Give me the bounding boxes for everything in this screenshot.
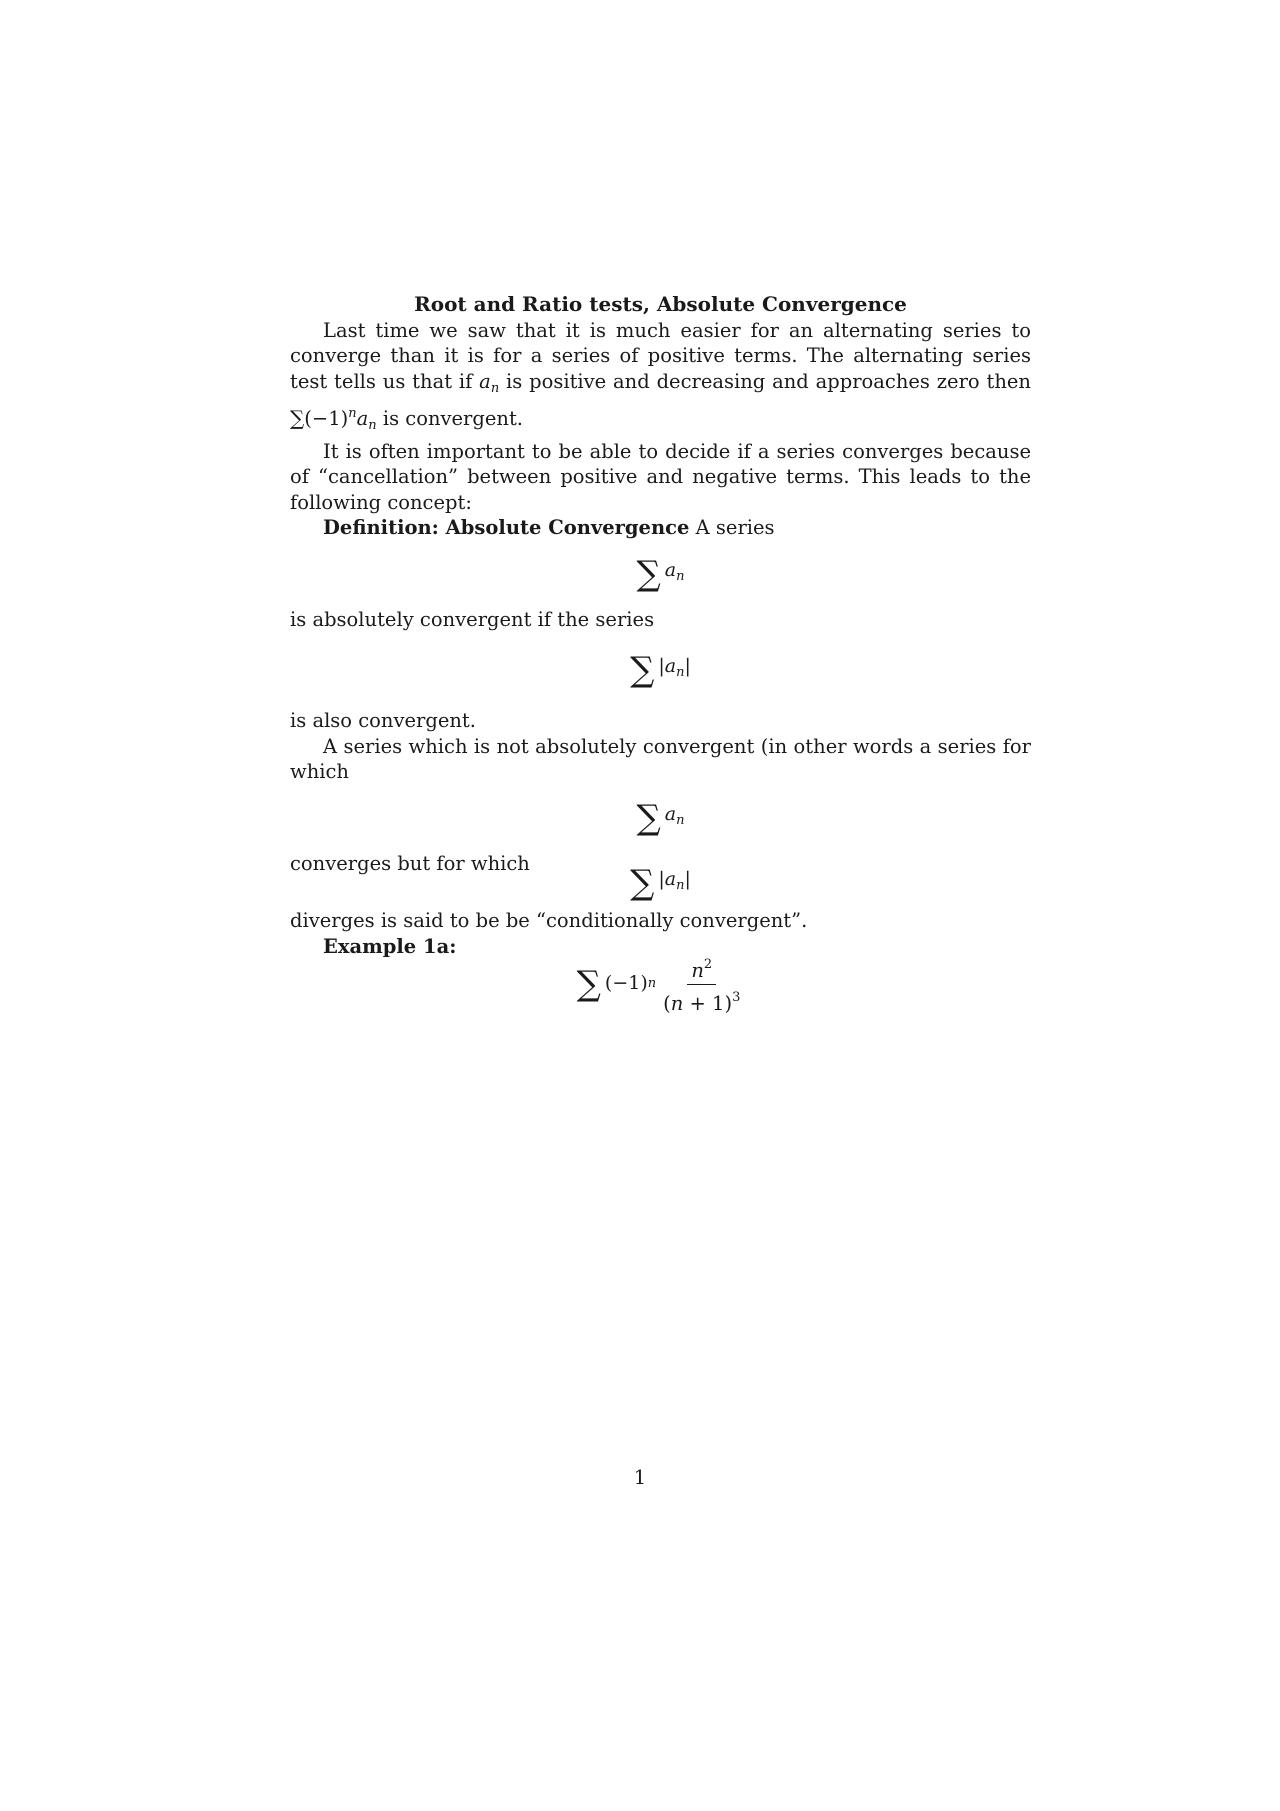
document-body [290,292,1031,1013]
intro-paragraph [290,318,1031,439]
not-abs-text: A series which is not absolutely convergent (in other words a series for which [290,734,1031,783]
intro-text-mid: is positive and decreasing and approaches zero then [499,369,1031,393]
sigma-symbol: ∑ [630,863,655,903]
denominator-exponent: 3 [732,989,741,1005]
var-a: a [664,558,677,581]
intro-text: Last time we saw that it is much easier for an alternating series to converge than it is for a series of positive terms. The alternating series test tells us that if [290,318,1031,393]
subscript-n: n [676,568,685,584]
subscript-n: n [676,665,685,681]
abs-close: | [684,868,691,891]
equation-sum-abs-an [290,632,1031,708]
superscript-n: n [348,406,357,421]
subscript-n-2: n [368,418,377,433]
also-convergent-text: is also convergent. [290,709,476,732]
cancellation-paragraph: It is often important to be able to decide if a series converges because of “cancellation” between positive and negative terms. This leads to the following concept: [290,439,1031,514]
definition-text: A series [689,516,775,539]
page-number: 1 [633,1466,647,1489]
var-a-2: a [356,407,369,430]
equation-sum-an-2 [290,785,1031,851]
term-abs-a [658,654,691,686]
abs-close: | [684,655,691,678]
converges-but-text: converges but for which [290,851,530,875]
diverges-text: diverges is said to be be “conditionally convergent”. [290,909,808,932]
var-a: a [479,369,491,393]
neg-one-paren: (−1) [604,972,648,995]
sigma-symbol: ∑ [630,650,655,690]
abs-conv-text: is absolutely convergent if the series [290,607,655,631]
equation-sum-an [290,541,1031,607]
term-a [665,802,685,834]
subscript-n: n [676,878,685,894]
term-abs-a [658,867,691,899]
abs-open-a: |a [658,868,677,891]
neg-one-paren: (−1) [304,407,349,430]
sigma-symbol: ∑ [290,406,305,430]
term-a [665,558,685,590]
example-label: Example 1a: [323,934,457,958]
sigma-symbol: ∑ [576,964,601,1004]
definition-paragraph [290,515,1031,541]
denominator-base: (n + 1) [663,991,733,1015]
subscript-n: n [490,380,500,396]
exponent-n: n [647,976,657,992]
definition-label: Definition: Absolute Convergence [323,516,690,539]
equation-example-1a [290,955,1031,1013]
sigma-symbol: ∑ [636,553,661,594]
fraction [659,954,744,1015]
sigma-symbol: ∑ [636,797,661,838]
var-a: a [664,802,677,825]
abs-open-a: |a [658,655,677,678]
subscript-n: n [676,812,685,828]
numerator-base: n [691,958,704,982]
page-title: Root and Ratio tests, Absolute Convergence [414,292,907,316]
fraction-denominator [659,985,744,1015]
numerator-exponent: 2 [703,956,713,972]
fraction-numerator [687,954,716,985]
intro-text-end: is convergent. [376,407,523,430]
